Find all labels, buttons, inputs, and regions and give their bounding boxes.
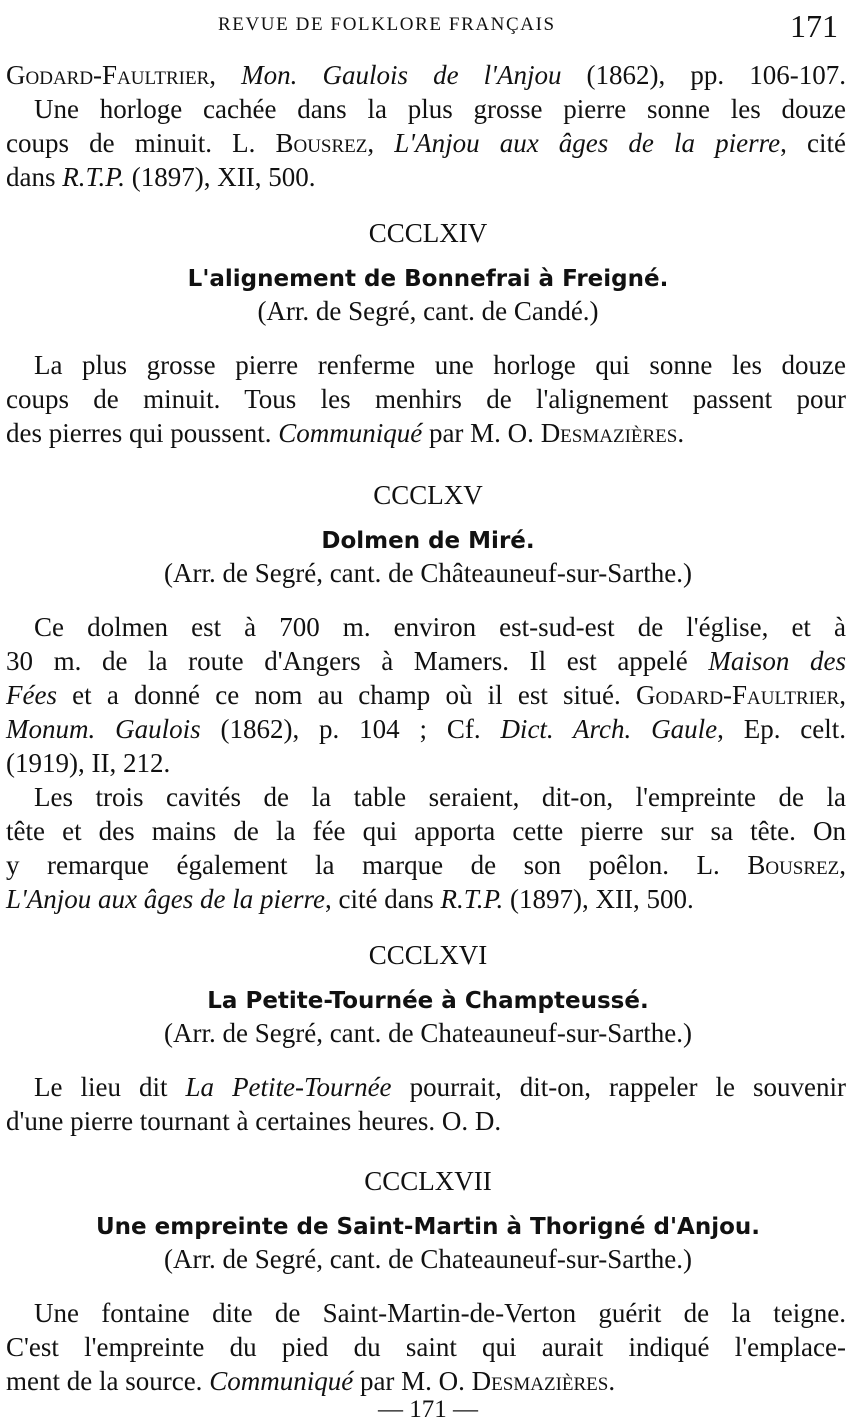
text-line: Fées et a donné ce nom au champ où il est situé. Godard-Faultrier,	[6, 680, 846, 710]
text-line: C'est l'empreinte du pied du saint qui aurait indiqué l'emplace-	[6, 1332, 846, 1362]
section-number: CCCLXVII	[364, 1166, 492, 1196]
text-line: Les trois cavités de la table seraient, dit-on, l'empreinte de la	[34, 782, 846, 812]
section-number: CCCLXVI	[368, 940, 488, 970]
text-line: (1919), II, 212.	[6, 748, 171, 778]
running-title: REVUE DE FOLKLORE FRANÇAIS	[218, 14, 556, 35]
text-line: d'une pierre tournant à certaines heures. O. D.	[6, 1106, 502, 1136]
page-footer-number: — 171 —	[378, 1396, 478, 1423]
text-line: dans R.T.P. (1897), XII, 500.	[6, 162, 316, 192]
section-location: (Arr. de Segré, cant. de Candé.)	[257, 296, 599, 326]
text-line: des pierres qui poussent. Communiqué par M. O. Desmazières.	[6, 418, 685, 448]
section-title: L'alignement de Bonnefrai à Freigné.	[187, 266, 669, 292]
text-line: Ce dolmen est à 700 m. environ est-sud-est de l'église, et à	[34, 612, 846, 642]
text-line: La plus grosse pierre renferme une horloge qui sonne les douze	[34, 350, 846, 380]
section-title: La Petite-Tournée à Champteussé.	[207, 988, 649, 1014]
text-line: Le lieu dit La Petite-Tournée pourrait, dit-on, rappeler le souvenir	[34, 1072, 847, 1102]
text-line: y remarque également la marque de son poêlon. L. Bousrez,	[6, 850, 846, 880]
folio-number: 171	[790, 8, 838, 44]
section-location: (Arr. de Segré, cant. de Chateauneuf-sur-Sarthe.)	[164, 1018, 692, 1048]
text-line: tête et des mains de la fée qui apporta cette pierre sur sa tête. On	[6, 816, 846, 846]
text-line: ment de la source. Communiqué par M. O. Desmazières.	[6, 1366, 616, 1396]
text-line: Godard-Faultrier, Mon. Gaulois de l'Anjou (1862), pp. 106-107.	[6, 60, 846, 90]
running-head	[0, 10, 856, 50]
section-number: CCCLXIV	[368, 218, 488, 248]
section-location: (Arr. de Segré, cant. de Châteauneuf-sur-Sarthe.)	[164, 558, 692, 588]
text-line: Monum. Gaulois (1862), p. 104 ; Cf. Dict. Arch. Gaule, Ep. celt.	[6, 714, 847, 744]
text-line: L'Anjou aux âges de la pierre, cité dans R.T.P. (1897), XII, 500.	[6, 884, 694, 914]
text-line: Une horloge cachée dans la plus grosse pierre sonne les douze	[34, 94, 846, 124]
text-line: 30 m. de la route d'Angers à Mamers. Il est appelé Maison des	[6, 646, 846, 676]
section-title: Dolmen de Miré.	[321, 528, 535, 554]
text-line: Une fontaine dite de Saint-Martin-de-Verton guérit de la teigne.	[34, 1298, 846, 1328]
section-number: CCCLXV	[373, 480, 483, 510]
text-line: coups de minuit. L. Bousrez, L'Anjou aux âges de la pierre, cité	[6, 128, 846, 158]
section-title: Une empreinte de Saint-Martin à Thorigné d'Anjou.	[96, 1214, 760, 1240]
text-line: coups de minuit. Tous les menhirs de l'alignement passent pour	[6, 384, 846, 414]
section-location: (Arr. de Segré, cant. de Chateauneuf-sur-Sarthe.)	[164, 1244, 692, 1274]
